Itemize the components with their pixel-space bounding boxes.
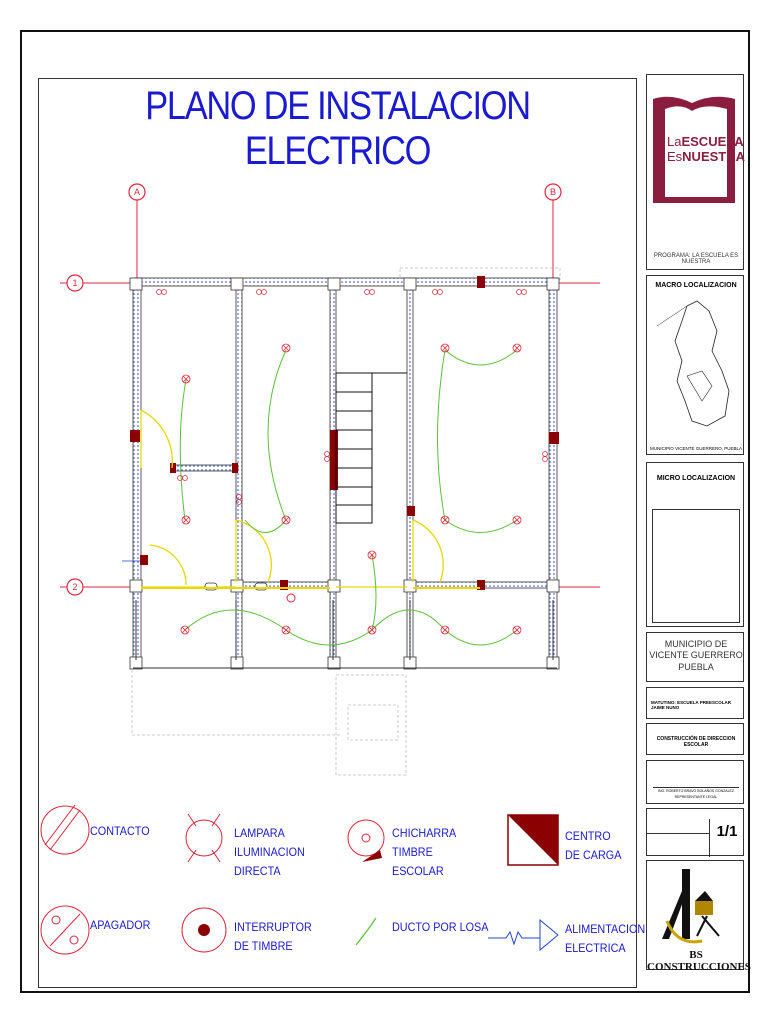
legend-ducto: DUCTO POR LOSA <box>392 920 489 934</box>
macro-localizacion-panel <box>646 275 744 455</box>
representante-name: ING. ROBERTO BRAVO BOLAÑOS GONZALEZ <box>657 789 735 793</box>
contacto-icon <box>41 805 89 854</box>
legend-lampara: LAMPARA ILUMINACION DIRECTA <box>234 826 305 879</box>
alimentacion-icon <box>488 920 558 950</box>
axis-label-a: A <box>133 187 141 197</box>
macro-map <box>647 276 745 456</box>
sheet-number: 1/1 <box>716 823 738 840</box>
escuela-panel <box>646 687 744 719</box>
legend-contacto: CONTACTO <box>90 824 150 838</box>
legend-interruptor-timbre: INTERRUPTOR DE TIMBRE <box>234 920 312 954</box>
representante-role: REPRESENTANTE LEGAL <box>674 795 718 799</box>
legend-apagador: APAGADOR <box>90 918 151 932</box>
ducto-icon <box>356 918 376 945</box>
doors <box>141 410 443 587</box>
legend-chicharra: CHICHARRA TIMBRE ESCOLAR <box>392 826 456 879</box>
interruptor-timbre-icon <box>182 908 226 952</box>
micro-map-box <box>652 509 740 623</box>
company-panel <box>646 860 751 973</box>
wall-openings <box>130 276 559 590</box>
micro-localizacion-title: MICRO LOCALIZACION <box>656 475 736 482</box>
company-name: BS CONSTRUCCIONES <box>647 949 751 973</box>
axis-label-1: 1 <box>72 278 78 288</box>
obra-panel <box>646 723 744 755</box>
escuela-label: MATUTINO: ESCUELA PREESCOLAR JAIME NUNO <box>651 700 732 710</box>
ducts <box>180 350 517 645</box>
representante-panel <box>646 760 744 804</box>
municipio-line3: PUEBLA <box>678 661 714 672</box>
programa-label: PROGRAMA: LA ESCUELA ES NUESTRA <box>653 253 739 265</box>
walls <box>133 278 557 668</box>
axis-label-b: B <box>549 187 557 197</box>
obra-label: CONSTRUCCIÓN DE DIRECCION ESCOLAR <box>656 736 736 748</box>
stairs <box>336 373 407 523</box>
drawing-title: PLANO DE INSTALACION ELECTRICO <box>145 84 530 173</box>
macro-caption: MUNICIPIO VICENTE GUERRERO, PUEBLA <box>649 446 742 451</box>
municipio-line2: VICENTE GUERRERO <box>649 650 743 661</box>
apagador-icon <box>41 906 89 954</box>
logo-text: LaESCUELA EsNUESTRA <box>667 134 746 164</box>
macro-localizacion-title: MACRO LOCALIZACION <box>655 282 737 289</box>
legend-centro-carga: CENTRO DE CARGA <box>565 829 622 863</box>
logo-panel <box>646 74 744 270</box>
sheet-info-panel <box>646 808 744 856</box>
municipio-line1: MUNICIPIO DE <box>664 639 728 649</box>
lampara-icon <box>186 814 222 862</box>
centro-carga-icon <box>508 815 558 865</box>
legend-alimentacion: ALIMENTACION ELECTRICA <box>565 922 646 956</box>
municipio-panel <box>646 632 744 682</box>
outlet-symbols <box>157 290 548 505</box>
axis-label-2: 2 <box>72 582 78 592</box>
chicharra-icon <box>348 820 384 862</box>
micro-localizacion-panel <box>646 462 744 627</box>
